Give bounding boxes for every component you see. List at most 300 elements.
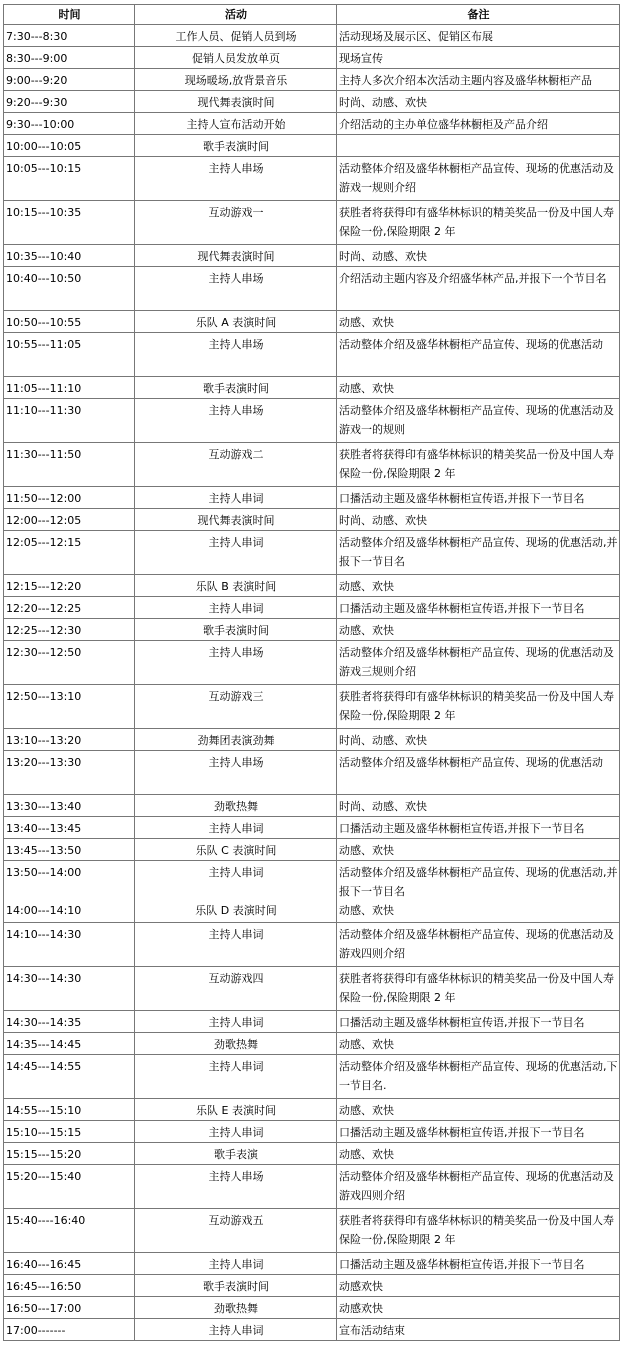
cell-time	[4, 685, 135, 729]
cell-time-text: 15:15---15:20	[6, 1148, 82, 1161]
cell-note	[337, 575, 620, 597]
cell-note-text: 获胜者将获得印有盛华林标识的精美奖品一份及中国人寿保险一份,保险期限 2 年	[339, 972, 614, 1004]
header-activity: 活动	[135, 5, 337, 25]
cell-time	[4, 1143, 135, 1165]
cell-activity-text: 主持人串词	[208, 822, 264, 835]
table-row	[4, 201, 620, 245]
cell-time	[4, 1033, 135, 1055]
cell-note-text-secondary: 动感、欢快	[339, 904, 394, 917]
header-note: 备注	[337, 5, 620, 25]
cell-note-text: 动感、欢快	[339, 1038, 394, 1051]
cell-activity	[135, 1099, 337, 1121]
cell-activity	[135, 1165, 337, 1209]
cell-activity	[135, 967, 337, 1011]
cell-activity	[135, 597, 337, 619]
cell-time	[4, 333, 135, 377]
cell-time-text: 15:20---15:40	[6, 1170, 82, 1183]
cell-activity-text: 主持人串场	[208, 404, 264, 417]
cell-note-text: 口播活动主题及盛华林橱柜宣传语,并报下一节目名	[339, 1258, 585, 1271]
cell-time-text: 7:30---8:30	[6, 30, 68, 43]
cell-note-text: 活动整体介绍及盛华林橱柜产品宣传、现场的优惠活动及游戏一的规则	[339, 404, 614, 436]
table-row	[4, 861, 620, 923]
cell-activity-text: 歌手表演时间	[203, 624, 269, 637]
cell-time-text: 16:45---16:50	[6, 1280, 82, 1293]
cell-time	[4, 641, 135, 685]
cell-time-text: 17:00-------	[6, 1324, 66, 1337]
table-row	[4, 443, 620, 487]
table-row	[4, 399, 620, 443]
cell-activity	[135, 135, 337, 157]
cell-activity	[135, 69, 337, 91]
cell-time-text-secondary: 14:00---14:10	[6, 904, 82, 917]
cell-activity	[135, 729, 337, 751]
cell-activity-text: 现代舞表演时间	[197, 514, 275, 527]
table-row	[4, 245, 620, 267]
cell-time-text: 9:30---10:00	[6, 118, 75, 131]
cell-activity	[135, 751, 337, 795]
cell-note-text: 时尚、动感、欢快	[339, 514, 427, 527]
cell-note-text: 口播活动主题及盛华林橱柜宣传语,并报下一节目名	[339, 602, 585, 615]
cell-note-text: 获胜者将获得印有盛华林标识的精美奖品一份及中国人寿保险一份,保险期限 2 年	[339, 448, 614, 480]
table-row	[4, 1033, 620, 1055]
cell-activity-text: 主持人串场	[208, 272, 264, 285]
cell-time	[4, 575, 135, 597]
table-row	[4, 923, 620, 967]
cell-note-text: 动感、欢快	[339, 382, 394, 395]
cell-activity	[135, 509, 337, 531]
table-row	[4, 1275, 620, 1297]
cell-time-text: 14:10---14:30	[6, 928, 82, 941]
cell-note	[337, 201, 620, 245]
cell-time-text: 9:00---9:20	[6, 74, 68, 87]
cell-note-text: 活动整体介绍及盛华林橱柜产品宣传、现场的优惠活动及游戏四则介绍	[339, 1170, 614, 1202]
cell-time	[4, 1253, 135, 1275]
cell-note-text: 活动整体介绍及盛华林橱柜产品宣传、现场的优惠活动,下一节目名.	[339, 1060, 618, 1092]
cell-activity	[135, 817, 337, 839]
table-row	[4, 91, 620, 113]
cell-time-text: 10:55---11:05	[6, 338, 82, 351]
cell-time-text: 15:40----16:40	[6, 1214, 86, 1227]
table-row	[4, 509, 620, 531]
cell-activity-text: 互动游戏二	[208, 448, 264, 461]
cell-note-text: 动感欢快	[339, 1280, 383, 1293]
cell-time-text: 14:30---14:35	[6, 1016, 82, 1029]
table-row	[4, 311, 620, 333]
table-row	[4, 1011, 620, 1033]
cell-note	[337, 91, 620, 113]
cell-activity-text: 劲歌热舞	[214, 1038, 258, 1051]
cell-time-text: 11:10---11:30	[6, 404, 82, 417]
cell-activity-text: 歌手表演	[214, 1148, 258, 1161]
cell-time-text: 10:00---10:05	[6, 140, 82, 153]
cell-activity-text: 促销人员发放单页	[192, 52, 280, 65]
cell-note-text: 宣布活动结束	[339, 1324, 405, 1337]
cell-activity	[135, 641, 337, 685]
cell-time-text: 10:50---10:55	[6, 316, 82, 329]
cell-activity	[135, 91, 337, 113]
cell-time	[4, 377, 135, 399]
cell-note-text: 介绍活动主题内容及介绍盛华林产品,并报下一个节目名	[339, 272, 607, 285]
cell-activity-text: 主持人串词	[208, 1324, 264, 1337]
cell-activity	[135, 923, 337, 967]
cell-activity-text: 现代舞表演时间	[197, 96, 275, 109]
cell-activity	[135, 1253, 337, 1275]
cell-time	[4, 267, 135, 311]
table-row	[4, 135, 620, 157]
table-row	[4, 1143, 620, 1165]
cell-note	[337, 1143, 620, 1165]
cell-activity-text: 主持人串词	[208, 1126, 264, 1139]
cell-activity	[135, 1319, 337, 1341]
cell-activity	[135, 1297, 337, 1319]
cell-activity-text: 主持人串场	[208, 338, 264, 351]
cell-note-text: 活动现场及展示区、促销区布展	[339, 30, 493, 43]
cell-activity-text: 主持人串词	[208, 1060, 264, 1073]
cell-time	[4, 201, 135, 245]
cell-note-text: 动感、欢快	[339, 316, 394, 329]
cell-note-text: 动感、欢快	[339, 844, 394, 857]
cell-note-text: 口播活动主题及盛华林橱柜宣传语,并报下一节目名	[339, 1016, 585, 1029]
cell-time-text: 13:30---13:40	[6, 800, 82, 813]
cell-activity-text: 主持人串场	[208, 1170, 264, 1183]
cell-activity	[135, 575, 337, 597]
cell-time-text: 12:25---12:30	[6, 624, 82, 637]
cell-note-text: 时尚、动感、欢快	[339, 250, 427, 263]
cell-time	[4, 69, 135, 91]
table-row	[4, 729, 620, 751]
cell-note	[337, 1253, 620, 1275]
cell-activity	[135, 399, 337, 443]
cell-note	[337, 967, 620, 1011]
cell-activity	[135, 1011, 337, 1033]
table-row	[4, 25, 620, 47]
cell-time-text: 11:50---12:00	[6, 492, 82, 505]
cell-activity	[135, 1275, 337, 1297]
cell-time-text: 13:20---13:30	[6, 756, 82, 769]
cell-note	[337, 1275, 620, 1297]
cell-time-text: 12:30---12:50	[6, 646, 82, 659]
cell-note	[337, 1319, 620, 1341]
table-row	[4, 377, 620, 399]
cell-time	[4, 795, 135, 817]
cell-activity-text: 主持人串场	[208, 756, 264, 769]
cell-activity	[135, 619, 337, 641]
cell-activity	[135, 333, 337, 377]
cell-note	[337, 817, 620, 839]
cell-note	[337, 619, 620, 641]
cell-time	[4, 1297, 135, 1319]
cell-note-text: 口播活动主题及盛华林橱柜宣传语,并报下一节目名	[339, 492, 585, 505]
cell-note-text: 活动整体介绍及盛华林橱柜产品宣传、现场的优惠活动	[339, 756, 603, 769]
cell-activity-text-secondary: 乐队 D 表演时间	[195, 904, 277, 917]
cell-activity	[135, 531, 337, 575]
cell-activity	[135, 311, 337, 333]
cell-activity-text: 乐队 B 表演时间	[195, 580, 277, 593]
table-row	[4, 641, 620, 685]
table-row	[4, 333, 620, 377]
cell-activity-text: 主持人串词	[208, 602, 264, 615]
cell-note	[337, 157, 620, 201]
table-row	[4, 817, 620, 839]
cell-time-text: 10:05---10:15	[6, 162, 82, 175]
cell-note	[337, 1121, 620, 1143]
cell-activity	[135, 1055, 337, 1099]
cell-note	[337, 1011, 620, 1033]
cell-note-text: 活动整体介绍及盛华林橱柜产品宣传、现场的优惠活动及游戏四则介绍	[339, 928, 614, 960]
table-row	[4, 487, 620, 509]
table-row	[4, 1319, 620, 1341]
cell-note	[337, 839, 620, 861]
cell-activity-text: 现场暖场,放背景音乐	[184, 74, 288, 87]
cell-time	[4, 817, 135, 839]
cell-note	[337, 333, 620, 377]
table-header-row	[4, 5, 620, 25]
cell-time	[4, 1275, 135, 1297]
cell-time-text: 14:30---14:30	[6, 972, 82, 985]
cell-note	[337, 751, 620, 795]
cell-time	[4, 531, 135, 575]
cell-time-text: 14:55---15:10	[6, 1104, 82, 1117]
cell-activity-text: 互动游戏三	[208, 690, 264, 703]
cell-activity	[135, 157, 337, 201]
cell-note-text: 时尚、动感、欢快	[339, 96, 427, 109]
table-row	[4, 795, 620, 817]
cell-time	[4, 1165, 135, 1209]
table-row	[4, 1055, 620, 1099]
cell-activity-text: 现代舞表演时间	[197, 250, 275, 263]
cell-time-text: 14:45---14:55	[6, 1060, 82, 1073]
cell-note	[337, 69, 620, 91]
cell-note	[337, 1033, 620, 1055]
cell-note	[337, 1055, 620, 1099]
cell-note-text: 活动整体介绍及盛华林橱柜产品宣传、现场的优惠活动及游戏三规则介绍	[339, 646, 614, 678]
cell-activity-text: 乐队 E 表演时间	[196, 1104, 276, 1117]
cell-note-text: 现场宣传	[339, 52, 383, 65]
cell-activity	[135, 1033, 337, 1055]
cell-note	[337, 861, 620, 923]
cell-note-text: 口播活动主题及盛华林橱柜宣传语,并报下一节目名	[339, 822, 585, 835]
cell-time	[4, 135, 135, 157]
cell-time-text: 10:15---10:35	[6, 206, 82, 219]
cell-time	[4, 443, 135, 487]
cell-time	[4, 729, 135, 751]
cell-note	[337, 1099, 620, 1121]
cell-activity	[135, 377, 337, 399]
cell-activity-text: 歌手表演时间	[203, 382, 269, 395]
cell-activity-text: 乐队 C 表演时间	[195, 844, 277, 857]
table-row	[4, 157, 620, 201]
cell-note	[337, 597, 620, 619]
table-row	[4, 619, 620, 641]
cell-time-text: 11:05---11:10	[6, 382, 82, 395]
cell-activity	[135, 795, 337, 817]
table-row	[4, 685, 620, 729]
table-row	[4, 1253, 620, 1275]
cell-note-text: 动感欢快	[339, 1302, 383, 1315]
cell-note	[337, 377, 620, 399]
cell-note	[337, 135, 620, 157]
cell-note-text: 动感、欢快	[339, 1148, 394, 1161]
cell-note	[337, 25, 620, 47]
cell-time-text: 13:45---13:50	[6, 844, 82, 857]
cell-note	[337, 641, 620, 685]
cell-time	[4, 311, 135, 333]
cell-activity-text: 互动游戏一	[208, 206, 264, 219]
cell-activity-text: 互动游戏四	[208, 972, 264, 985]
cell-activity	[135, 1209, 337, 1253]
cell-time-text: 10:35---10:40	[6, 250, 82, 263]
cell-activity	[135, 245, 337, 267]
cell-note-text: 获胜者将获得印有盛华林标识的精美奖品一份及中国人寿保险一份,保险期限 2 年	[339, 1214, 614, 1246]
cell-time	[4, 1011, 135, 1033]
cell-time-text: 12:15---12:20	[6, 580, 82, 593]
cell-time	[4, 597, 135, 619]
cell-note-text: 时尚、动感、欢快	[339, 734, 427, 747]
cell-time	[4, 751, 135, 795]
cell-activity-text: 主持人宣布活动开始	[186, 118, 286, 131]
cell-time	[4, 487, 135, 509]
cell-activity	[135, 487, 337, 509]
table-row	[4, 113, 620, 135]
cell-time	[4, 47, 135, 69]
cell-time	[4, 861, 135, 923]
cell-note-text: 获胜者将获得印有盛华林标识的精美奖品一份及中国人寿保险一份,保险期限 2 年	[339, 206, 614, 238]
header-time: 时间	[4, 5, 135, 25]
cell-note-text: 活动整体介绍及盛华林橱柜产品宣传、现场的优惠活动,并报下一节目名	[339, 536, 618, 568]
cell-time	[4, 399, 135, 443]
cell-note	[337, 531, 620, 575]
table-row	[4, 267, 620, 311]
cell-activity	[135, 443, 337, 487]
table-row	[4, 597, 620, 619]
cell-activity-text: 主持人串词	[208, 1258, 264, 1271]
cell-activity-text: 主持人串词	[208, 1016, 264, 1029]
cell-note	[337, 923, 620, 967]
cell-time	[4, 25, 135, 47]
cell-activity-text: 歌手表演时间	[203, 1280, 269, 1293]
table-row	[4, 575, 620, 597]
cell-time	[4, 1319, 135, 1341]
cell-activity-text: 劲舞团表演劲舞	[197, 734, 275, 747]
cell-note-text: 动感、欢快	[339, 580, 394, 593]
cell-note	[337, 113, 620, 135]
table-row	[4, 1099, 620, 1121]
cell-note-text: 主持人多次介绍本次活动主题内容及盛华林橱柜产品	[339, 74, 592, 87]
cell-time	[4, 1121, 135, 1143]
cell-note	[337, 1165, 620, 1209]
cell-note-text: 活动整体介绍及盛华林橱柜产品宣传、现场的优惠活动及游戏一规则介绍	[339, 162, 614, 194]
cell-activity	[135, 1121, 337, 1143]
cell-time	[4, 619, 135, 641]
cell-time	[4, 1055, 135, 1099]
cell-time-text: 15:10---15:15	[6, 1126, 82, 1139]
cell-note	[337, 47, 620, 69]
cell-note-text: 介绍活动的主办单位盛华林橱柜及产品介绍	[339, 118, 548, 131]
cell-activity-text: 主持人串词	[208, 866, 264, 879]
cell-time	[4, 923, 135, 967]
cell-activity-text: 主持人串场	[208, 162, 264, 175]
cell-activity	[135, 839, 337, 861]
cell-note-text: 时尚、动感、欢快	[339, 800, 427, 813]
cell-note-text: 动感、欢快	[339, 624, 394, 637]
table-row	[4, 1297, 620, 1319]
cell-time	[4, 1209, 135, 1253]
cell-note	[337, 399, 620, 443]
cell-time	[4, 91, 135, 113]
table-row	[4, 47, 620, 69]
cell-time-text: 8:30---9:00	[6, 52, 68, 65]
cell-activity-text: 主持人串场	[208, 646, 264, 659]
cell-note-text: 口播活动主题及盛华林橱柜宣传语,并报下一节目名	[339, 1126, 585, 1139]
cell-activity-text: 主持人串词	[208, 492, 264, 505]
cell-time-text: 9:20---9:30	[6, 96, 68, 109]
cell-activity	[135, 113, 337, 135]
cell-note-text: 动感、欢快	[339, 1104, 394, 1117]
cell-activity-text: 劲歌热舞	[214, 800, 258, 813]
cell-time-text: 14:35---14:45	[6, 1038, 82, 1051]
cell-time-text: 13:10---13:20	[6, 734, 82, 747]
cell-time-text: 16:50---17:00	[6, 1302, 82, 1315]
cell-activity-text: 主持人串词	[208, 928, 264, 941]
cell-activity	[135, 25, 337, 47]
table-row	[4, 1121, 620, 1143]
cell-note	[337, 1297, 620, 1319]
cell-time	[4, 509, 135, 531]
cell-note	[337, 1209, 620, 1253]
cell-time-text: 13:50---14:00	[6, 866, 82, 879]
cell-note	[337, 509, 620, 531]
cell-activity	[135, 685, 337, 729]
cell-time-text: 12:00---12:05	[6, 514, 82, 527]
cell-note	[337, 267, 620, 311]
table-row	[4, 967, 620, 1011]
cell-note-text: 活动整体介绍及盛华林橱柜产品宣传、现场的优惠活动	[339, 338, 603, 351]
cell-time	[4, 1099, 135, 1121]
table-row	[4, 1165, 620, 1209]
cell-time-text: 12:05---12:15	[6, 536, 82, 549]
cell-note-text: 获胜者将获得印有盛华林标识的精美奖品一份及中国人寿保险一份,保险期限 2 年	[339, 690, 614, 722]
cell-activity-text: 乐队 A 表演时间	[195, 316, 277, 329]
cell-activity	[135, 1143, 337, 1165]
cell-note	[337, 685, 620, 729]
cell-note	[337, 795, 620, 817]
cell-time-text: 10:40---10:50	[6, 272, 82, 285]
cell-note-text: 活动整体介绍及盛华林橱柜产品宣传、现场的优惠活动,并报下一节目名	[339, 866, 618, 898]
cell-time	[4, 245, 135, 267]
table-row	[4, 69, 620, 91]
cell-note	[337, 311, 620, 333]
cell-time-text: 12:20---12:25	[6, 602, 82, 615]
cell-activity	[135, 201, 337, 245]
schedule-table	[3, 4, 620, 1341]
cell-activity	[135, 47, 337, 69]
cell-activity-text: 工作人员、促销人员到场	[175, 30, 297, 43]
cell-note	[337, 443, 620, 487]
table-row	[4, 1209, 620, 1253]
cell-activity	[135, 267, 337, 311]
cell-note	[337, 487, 620, 509]
cell-time	[4, 839, 135, 861]
cell-time	[4, 157, 135, 201]
cell-activity-text: 互动游戏五	[208, 1214, 264, 1227]
cell-activity-text: 主持人串词	[208, 536, 264, 549]
table-row	[4, 839, 620, 861]
cell-time-text: 16:40---16:45	[6, 1258, 82, 1271]
cell-activity	[135, 861, 337, 923]
schedule-body	[4, 25, 620, 1341]
cell-note	[337, 245, 620, 267]
cell-time	[4, 967, 135, 1011]
